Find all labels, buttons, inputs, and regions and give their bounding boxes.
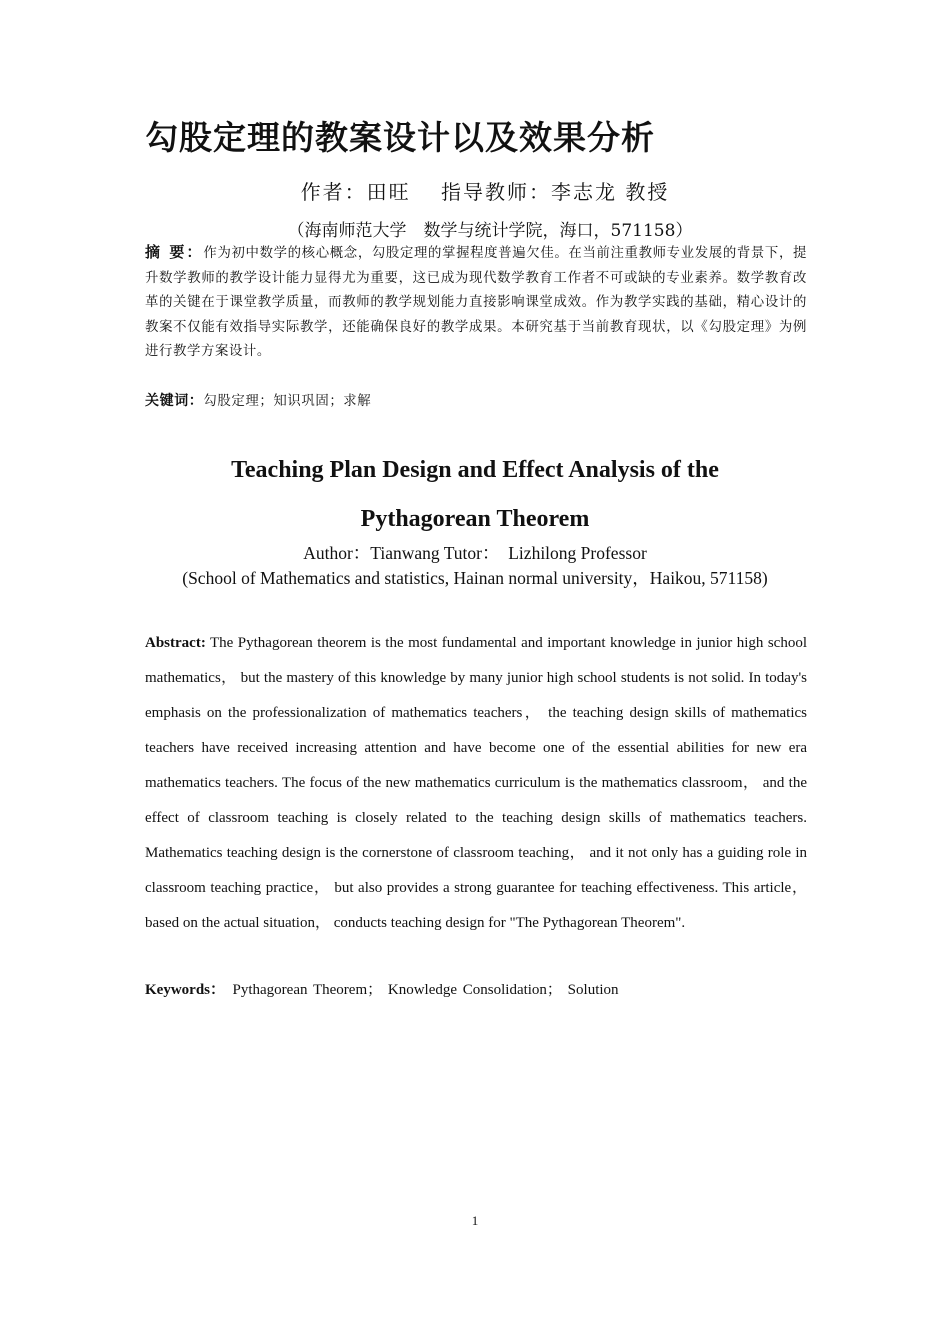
english-title-line-1: Teaching Plan Design and Effect Analysis of the: [231, 457, 719, 483]
english-abstract-text: The Pythagorean theorem is the most fundamental and important knowledge in junior high school mathematics， but the mastery of this knowledge by many junior high school students is not solid. In today's emphasis on the professionalization of mathematics teachers， the teaching design skills of mathematics teachers have received increasing attention and have become one of the essential abilities for new era mathematics teachers. The focus of the new mathematics curriculum is the mathematics classroom， and the effect of classroom teaching is closely related to the teaching design skills of mathematics teachers. Mathematics teaching design is the cornerstone of classroom teaching， and it not only has a guiding role in classroom teaching practice， but also provides a strong guarantee for teaching effectiveness. This article， based on the actual situation， conducts teaching design for "The Pythagorean Theorem".: [145, 635, 807, 931]
page-number: 1: [471, 1213, 479, 1228]
english-keywords-text: Pythagorean Theorem； Knowledge Consolidation； Solution: [232, 982, 619, 998]
chinese-title: 勾股定理的教案设计以及效果分析: [145, 118, 655, 157]
chinese-abstract-text: 作为初中数学的核心概念，勾股定理的掌握程度普遍欠佳。在当前注重教师专业发展的背景下，提升数学教师的教学设计能力显得尤为重要，这已成为现代数学教育工作者不可或缺的专业素养。数学教育改革的关键在于课堂教学质量，而教师的教学规划能力直接影响课堂成效。作为教学实践的基础，精心设计的教案不仅能有效指导实际教学，还能确保良好的教学成果。本研究基于当前教育现状，以《勾股定理》为例进行教学方案设计。: [145, 246, 807, 359]
english-affiliation: (School of Mathematics and statistics, Hainan normal university，Haikou, 571158): [182, 568, 768, 588]
chinese-abstract-label: 摘 要：: [145, 243, 204, 261]
chinese-affiliation: （海南师范大学 数学与统计学院，海口，571158）: [287, 221, 693, 241]
chinese-keywords: [145, 390, 371, 410]
chinese-abstract: [145, 240, 807, 365]
english-author-line: Author：Tianwang Tutor： Lizhilong Professor: [303, 543, 647, 563]
english-abstract: [145, 626, 807, 941]
english-title: [0, 446, 950, 544]
english-title-line-2: Pythagorean Theorem: [360, 506, 590, 532]
chinese-author-line: 作者：田旺 指导教师：李志龙 教授: [300, 180, 670, 204]
english-keywords-label: Keywords：: [145, 982, 218, 998]
english-abstract-label: Abstract:: [145, 635, 206, 651]
chinese-keywords-label: 关键词：: [145, 393, 204, 409]
chinese-keywords-text: 勾股定理；知识巩固；求解: [203, 394, 372, 409]
english-keywords: [145, 978, 619, 999]
